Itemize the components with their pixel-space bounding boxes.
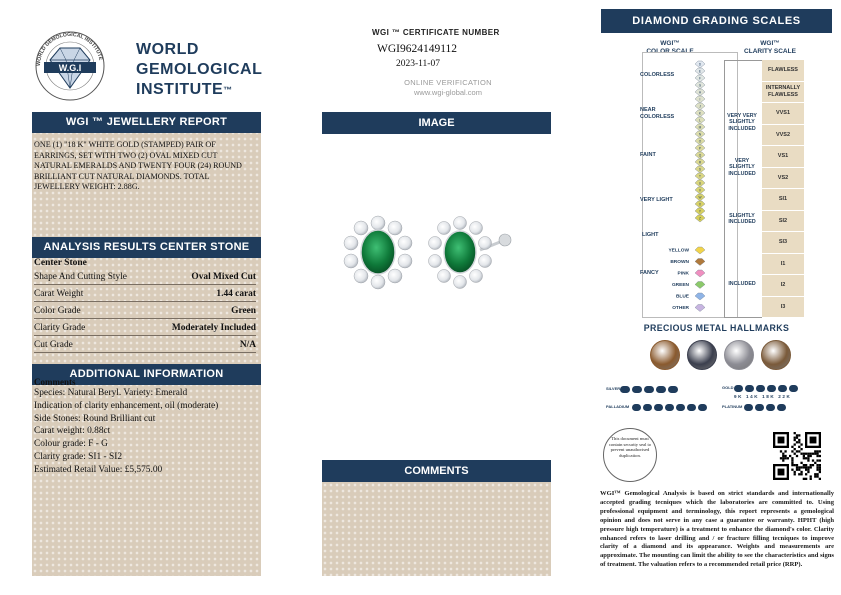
color-grade-letter: G [698, 83, 702, 88]
report-panel [32, 112, 261, 576]
analysis-header: ANALYSIS RESULTS CENTER STONE [32, 237, 261, 258]
hallmark-stamp [778, 385, 787, 392]
clarity-group-label: VERY SLIGHTLY INCLUDED [728, 158, 756, 177]
info-line: Side Stones: Round Brilliant cut [34, 413, 156, 424]
analysis-row [34, 336, 256, 353]
row-label: Cut Grade [34, 340, 73, 350]
gold-karat-labels: 9K 14K 18K 22K [734, 394, 792, 399]
row-value: Green [231, 306, 256, 316]
certificate-label: WGI ™ CERTIFICATE NUMBER [372, 28, 500, 37]
hallmark-stamp [756, 385, 765, 392]
color-group-label: FAINT [640, 152, 656, 158]
fancy-color-label: YELLOW [668, 248, 689, 254]
clarity-grade-cell: I1 [762, 254, 804, 276]
color-grade-letter: F [699, 76, 701, 81]
hallmark-stamp [620, 386, 630, 393]
color-grade-letter: U [698, 181, 702, 186]
color-grade-letter: P [698, 146, 702, 151]
hallmark-seal [650, 340, 680, 370]
hallmark-seal [761, 340, 791, 370]
clarity-grade-cell: VS1 [762, 146, 804, 168]
left-earring [344, 216, 412, 289]
color-grade-letter: T [699, 174, 701, 179]
brand-name [136, 40, 262, 100]
hallmark-stamp [644, 386, 654, 393]
clarity-group-label: INCLUDED [728, 281, 756, 287]
color-grade-letter: Q [698, 153, 702, 158]
color-grade-letter: H [698, 90, 702, 95]
hallmark-seal [724, 340, 754, 370]
clarity-grade-cell: I3 [762, 297, 804, 319]
hallmark-stamp [755, 404, 764, 411]
hallmark-stamp [665, 404, 674, 411]
hallmark-stamp [744, 404, 753, 411]
fancy-color-diamond [695, 270, 705, 277]
color-grade-letter: O [698, 139, 702, 144]
fancy-color-diamond [695, 259, 705, 266]
color-grade-letter: I [699, 97, 701, 102]
info-line: Carat weight: 0.88ct [34, 426, 111, 437]
clarity-grade-cell: VS2 [762, 168, 804, 190]
hallmark-stamp [789, 385, 798, 392]
color-grade-letter: X [698, 202, 702, 207]
hallmark-label-palladium: PALLADIUM [606, 404, 630, 409]
fancy-color-label: BLUE [675, 294, 689, 300]
color-grade-letter: M [698, 125, 702, 130]
comments-header: COMMENTS [322, 460, 551, 482]
clarity-grade-cell: SI2 [762, 211, 804, 233]
emerald-earrings-image [330, 205, 542, 315]
hallmark-stamp [767, 385, 776, 392]
color-group-label: FANCY [640, 270, 659, 276]
analysis-row [34, 302, 256, 319]
info-line: Species: Natural Beryl. Variety: Emerald [34, 388, 188, 398]
hallmarks-title: PRECIOUS METAL HALLMARKS [643, 323, 790, 333]
hallmark-stamp [654, 404, 663, 411]
hallmark-stamp [668, 386, 678, 393]
hallmark-stamp [676, 404, 685, 411]
clarity-group-label: SLIGHTLY INCLUDED [728, 213, 756, 226]
qr-code-icon[interactable] [773, 432, 821, 480]
color-scale-title: WGI™ COLOR SCALE [646, 40, 694, 55]
color-group-label: LIGHT [642, 232, 659, 238]
online-verification-label: ONLINE VERIFICATION [404, 78, 492, 87]
color-group-label: VERY LIGHT [640, 197, 673, 203]
color-grade-letter: Y [698, 209, 702, 214]
hallmark-stamp [643, 404, 652, 411]
image-header: IMAGE [322, 112, 551, 134]
color-grade-letter: E [698, 69, 702, 74]
diamond-globe-icon [30, 30, 112, 102]
info-line: Indication of clarity enhancement, oil (moderate) [34, 400, 219, 411]
certificate-date: 2023-11-07 [396, 59, 440, 69]
clarity-group-label: VERY VERY SLIGHTLY INCLUDED [727, 113, 757, 132]
color-grade-letter: J [699, 104, 701, 109]
clarity-grade-cell: SI1 [762, 189, 804, 211]
jewellery-report-header: WGI ™ JEWELLERY REPORT [32, 112, 261, 133]
analysis-row [34, 285, 256, 302]
color-grade-letter: L [699, 118, 701, 123]
hallmark-label-platinum: PLATINUM [722, 404, 743, 409]
info-line: Clarity grade: SI1 - SI2 [34, 451, 123, 462]
hallmark-stamp [632, 404, 641, 411]
hallmark-stamp [656, 386, 666, 393]
trademark-symbol: ™ [223, 85, 233, 95]
hallmark-label-gold: GOLD [722, 385, 734, 390]
info-line: Colour grade: F - G [34, 439, 108, 450]
certificate-block [352, 28, 532, 97]
row-value: Moderately Included [171, 323, 256, 333]
hallmark-seal [687, 340, 717, 370]
row-label: Clarity Grade [34, 323, 86, 333]
color-grade-letter: D [698, 62, 702, 67]
color-grade-letter: W [698, 195, 702, 200]
color-grade-letter: N [698, 132, 702, 137]
analysis-table [34, 258, 256, 353]
row-value: Oval Mixed Cut [191, 272, 256, 282]
clarity-grade-cell: VVS1 [762, 103, 804, 125]
row-label: Carat Weight [34, 289, 84, 299]
clarity-grade-cell: INTERNALLY FLAWLESS [762, 82, 804, 104]
clarity-scale-title: WGI™ CLARITY SCALE [744, 40, 796, 55]
info-line: Estimated Retail Value: £5,575.00 [34, 464, 163, 475]
report-description: ONE (1) "18 K" WHITE GOLD (STAMPED) PAIR OF EARRINGS, SET WITH TWO (2) OVAL MIXED CUT NATURAL EMERALDS AND TWENTY FOUR (24) ROUND BRILLIANT CUT NATURAL DIAMONDS. TOTAL JEWELLERY WEIGHT: 2.88G. [34, 140, 242, 192]
right-earring [429, 217, 512, 289]
color-scale-diamonds [668, 58, 722, 318]
verification-url[interactable]: www.wgi-global.com [414, 88, 482, 97]
brand-line-1: WORLD [136, 41, 199, 58]
color-group-label: NEAR COLORLESS [640, 107, 675, 120]
color-grade-letter: S [698, 167, 702, 172]
color-grade-letter: Z [699, 216, 701, 221]
additional-info-header: ADDITIONAL INFORMATION [32, 364, 261, 385]
hallmark-stamp [698, 404, 707, 411]
row-label: Shape And Cutting Style [34, 272, 127, 282]
clarity-grade-cell: I2 [762, 275, 804, 297]
additional-info-text [34, 378, 256, 477]
security-seal-note: This document must contain security seal to prevent unauthorised duplication. [603, 428, 657, 482]
comments-title: Comments [34, 377, 76, 387]
grading-scales-header: DIAMOND GRADING SCALES [601, 9, 832, 33]
clarity-grade-cell: VVS2 [762, 125, 804, 147]
fancy-color-diamond [695, 282, 705, 289]
comments-box [322, 482, 551, 576]
fancy-color-label: BROWN [670, 260, 689, 265]
hallmark-stamp [632, 386, 642, 393]
color-group-label: COLORLESS [640, 72, 675, 78]
fancy-color-label: PINK [677, 271, 689, 277]
analysis-row [34, 268, 256, 285]
hallmark-stamp [766, 404, 775, 411]
fancy-color-label: OTHER [672, 306, 689, 311]
hallmark-stamp [734, 385, 743, 392]
center-stone-title: Center Stone [34, 258, 87, 268]
color-grade-letter: R [698, 160, 702, 165]
brand-line-3: INSTITUTE™ [136, 81, 233, 98]
logo-ring-text: WORLD GEMOLOGICAL INSTITUTE [35, 31, 104, 67]
row-value: N/A [239, 340, 256, 350]
hallmark-stamp [777, 404, 786, 411]
certificate-number: WGI9624149112 [377, 43, 458, 55]
hallmark-stamp [687, 404, 696, 411]
color-grade-letter: K [698, 111, 702, 116]
row-value: 1.44 carat [216, 289, 256, 299]
fancy-color-diamond [695, 293, 705, 300]
analysis-row [34, 319, 256, 336]
fancy-color-diamond [695, 305, 705, 312]
color-grade-letter: V [698, 188, 702, 193]
clarity-grade-cell: SI3 [762, 232, 804, 254]
disclaimer-text: WGI™ Gemological Analysis is based on strict standards and internationally accepted grading tecniques which the laboratories are committed to. Using professional equipment and terminology, this report represents a gemological opinion and does not serve in any case a guarantee or warranty. HPHT (high pressure high temperature) is a treatment to enhance the diamond's color. Clarity enhanced refers to laser drilling and / or fracture filling tecniques to improve clarity of a diamond and its appearance. Weights and measurements are approximate. The mounting can limit the ability to see the characteristics and signs of treatment. The valuation refers to a recommended retail price (RRP). [600, 490, 834, 569]
brand-line-2: GEMOLOGICAL [136, 61, 263, 78]
fancy-color-label: GREEN [671, 283, 689, 288]
logo-abbr: W.G.I [58, 63, 82, 73]
hallmark-label-silver: SILVER [606, 386, 621, 391]
clarity-grade-cell: FLAWLESS [762, 60, 804, 82]
fancy-color-diamond [695, 247, 705, 254]
hallmark-stamp [745, 385, 754, 392]
wgi-logo [30, 30, 270, 102]
row-label: Color Grade [34, 306, 81, 316]
